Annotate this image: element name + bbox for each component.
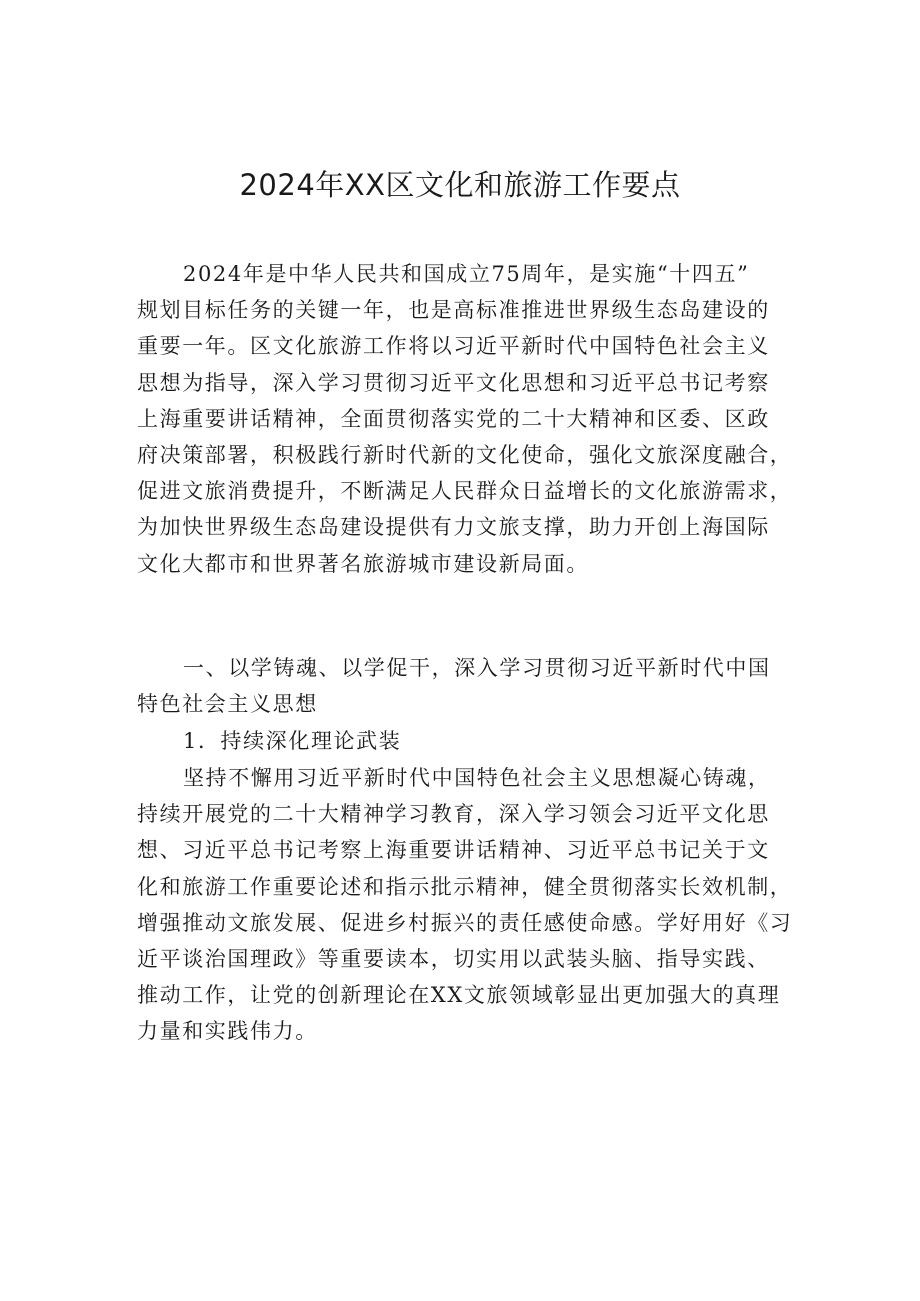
intro-paragraph xyxy=(137,256,803,582)
paragraph-line: 力量和实践伟力。 xyxy=(137,1019,318,1044)
heading-line: 特色社会主义思想 xyxy=(137,692,318,717)
paragraph-line: 府决策部署，积极践行新时代新的文化使命，强化文旅深度融合， xyxy=(137,442,793,467)
paragraph-line: 重要一年。区文化旅游工作将以习近平新时代中国特色社会主义 xyxy=(137,334,770,359)
paragraph-line: 文化大都市和世界著名旅游城市建设新局面。 xyxy=(137,551,589,576)
paragraph-line: 增强推动文旅发展、促进乡村振兴的责任感使命感。学好用好《习 xyxy=(137,910,793,935)
paragraph-line: 规划目标任务的关键一年，也是高标准推进世界级生态岛建设的 xyxy=(137,298,770,323)
paragraph-line: 为加快世界级生态岛建设提供有力文旅支撑，助力开创上海国际 xyxy=(137,515,770,540)
subsection-paragraph xyxy=(137,760,803,1050)
paragraph-line: 上海重要讲话精神，全面贯彻落实党的二十大精神和区委、区政 xyxy=(137,406,770,431)
section-heading xyxy=(137,650,803,722)
paragraph-line: 想、习近平总书记考察上海重要讲话精神、习近平总书记关于文 xyxy=(137,838,770,863)
paragraph-line: 化和旅游工作重要论述和指示批示精神，健全贯彻落实长效机制， xyxy=(137,874,793,899)
paragraph-line: 2024年是中华人民共和国成立75周年，是实施“十四五” xyxy=(183,262,750,286)
heading-line: 一、以学铸魂、以学促干，深入学习贯彻习近平新时代中国 xyxy=(183,656,771,680)
document-title: 2024年XX区文化和旅游工作要点 xyxy=(239,168,681,202)
paragraph-line: 促进文旅消费提升，不断满足人民群众日益增长的文化旅游需求， xyxy=(137,479,793,504)
paragraph-line: 持续开展党的二十大精神学习教育，深入学习领会习近平文化思 xyxy=(137,802,770,827)
subheading-line: 1．持续深化理论武装 xyxy=(183,729,402,753)
paragraph-line: 推动工作，让党的创新理论在XX文旅领域彰显出更加强大的真理 xyxy=(137,983,781,1008)
subsection-heading xyxy=(137,723,803,759)
paragraph-line: 近平谈治国理政》等重要读本，切实用以武装头脑、指导实践、 xyxy=(137,946,770,971)
paragraph-line: 思想为指导，深入学习贯彻习近平文化思想和习近平总书记考察 xyxy=(137,370,770,395)
paragraph-line: 坚持不懈用习近平新时代中国特色社会主义思想凝心铸魂， xyxy=(183,766,771,790)
